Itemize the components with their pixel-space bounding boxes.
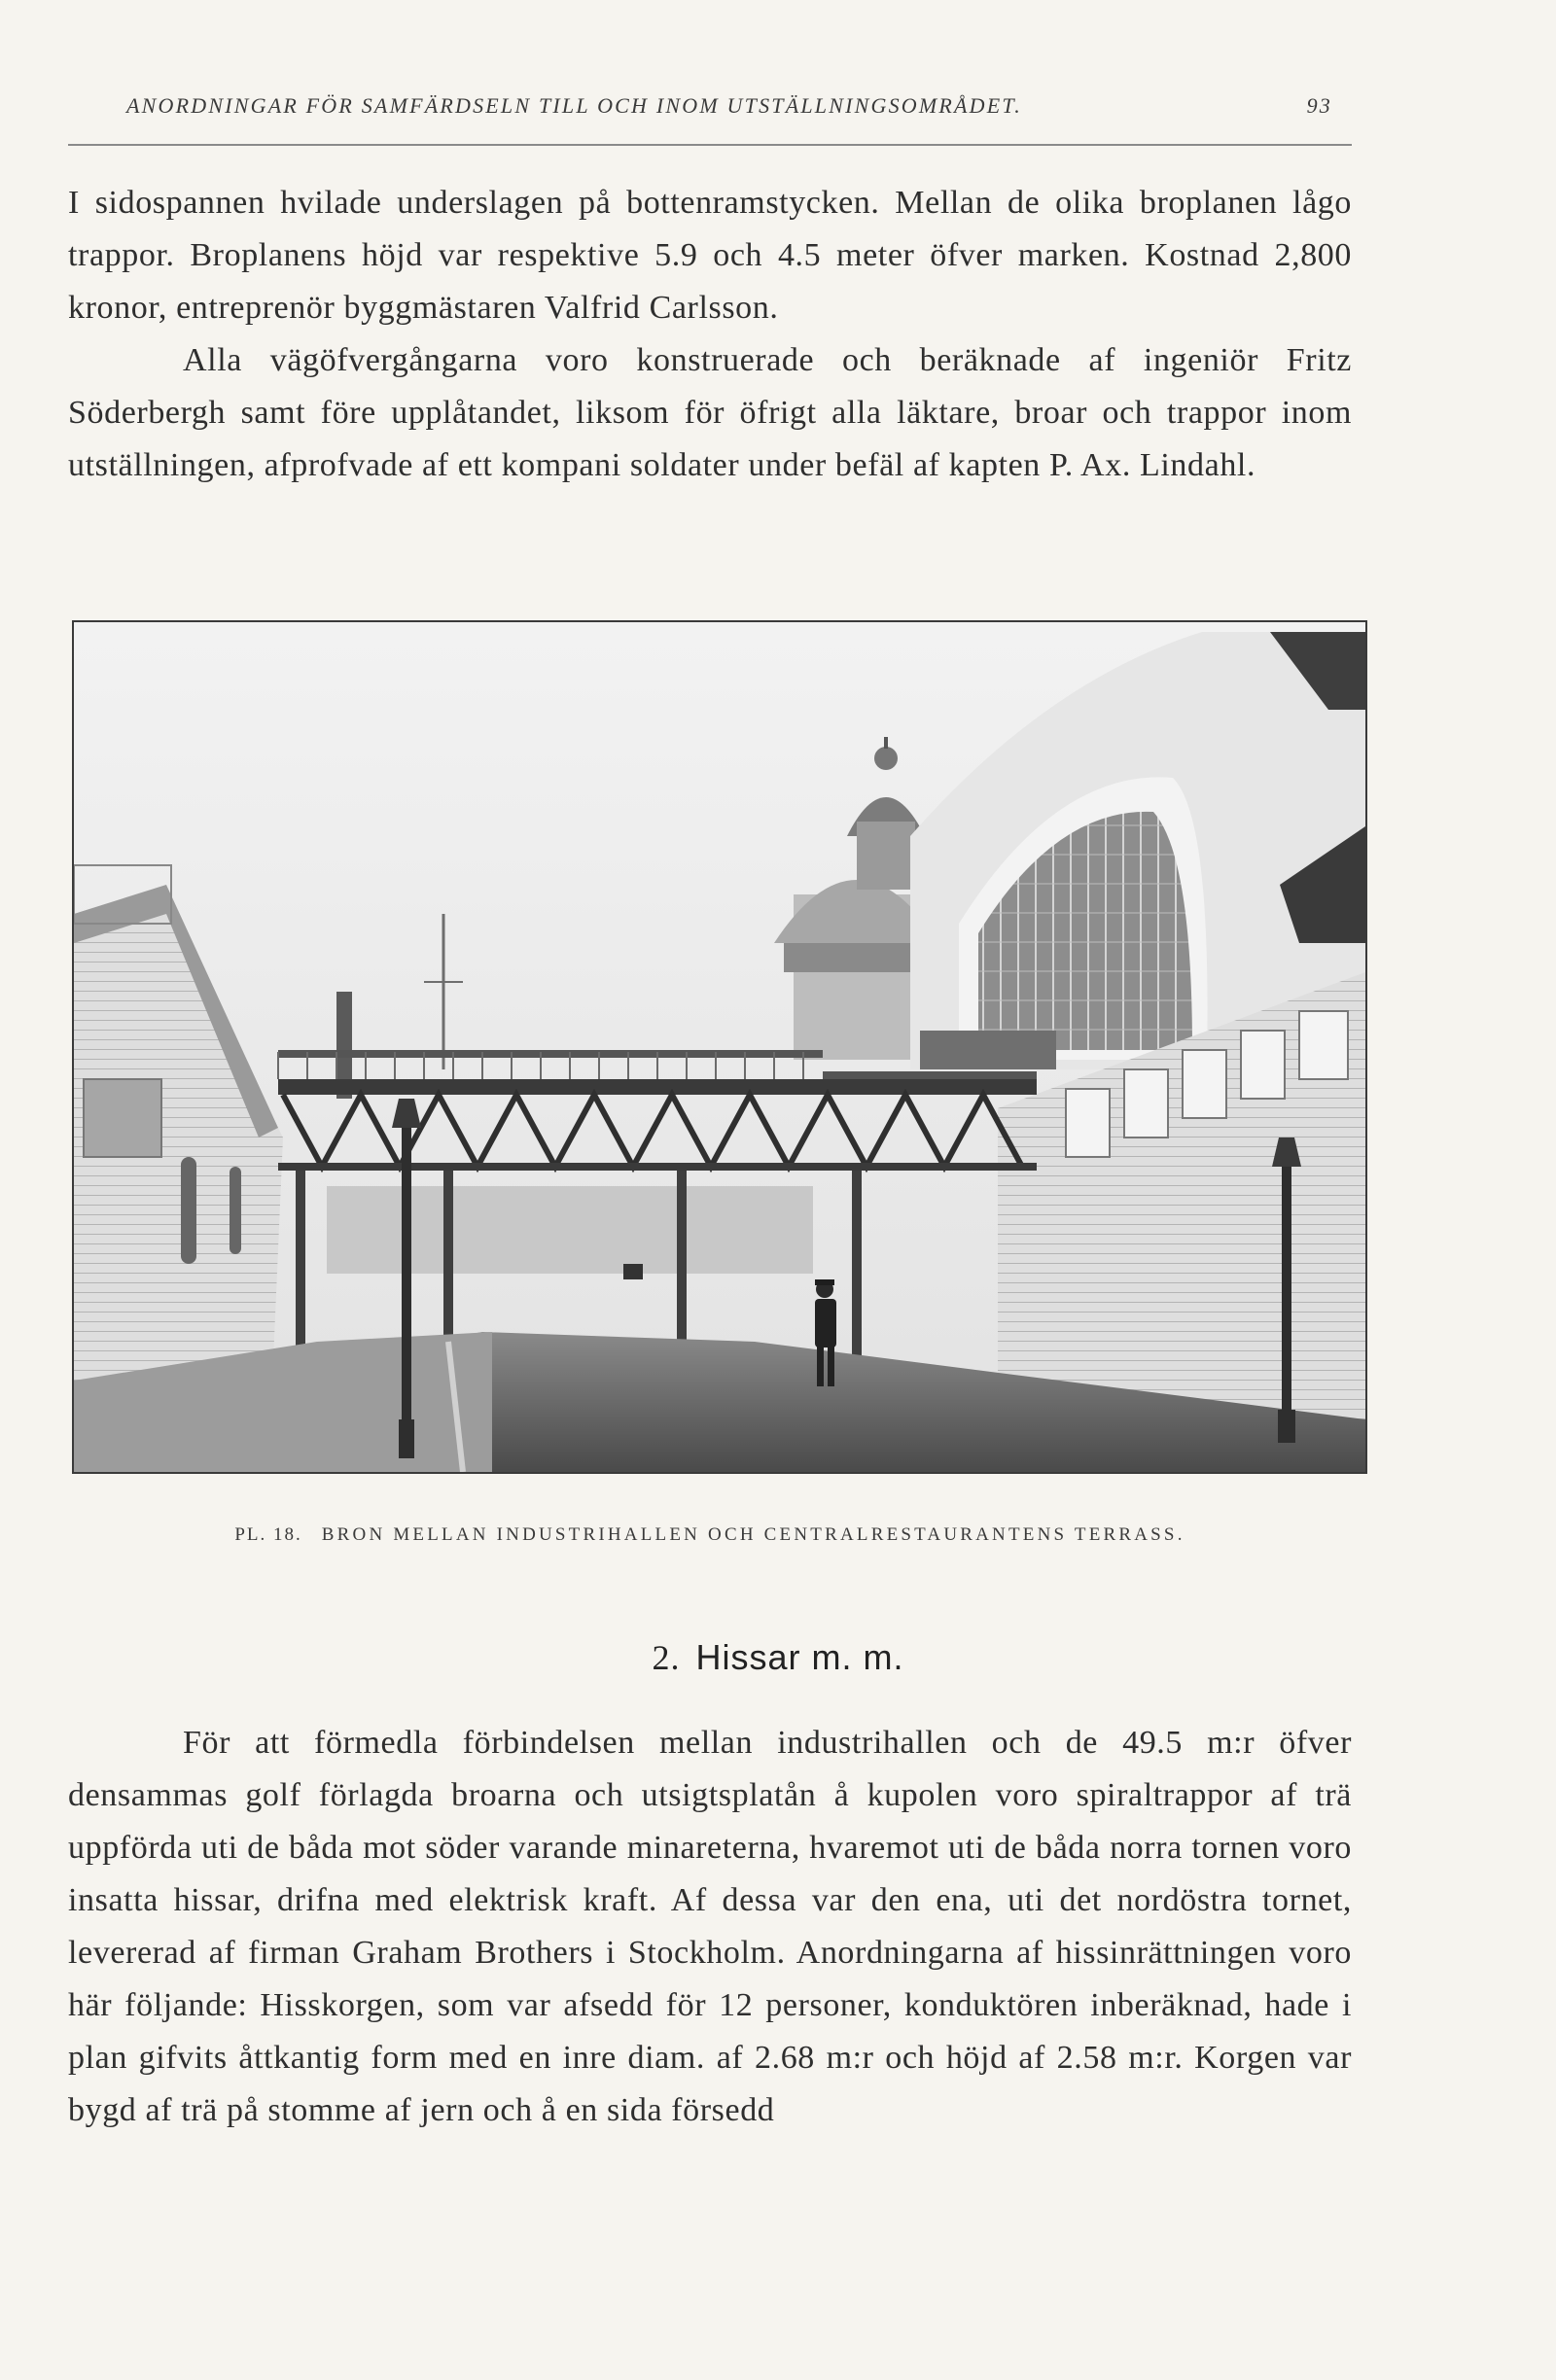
header-rule — [68, 144, 1352, 146]
distant-buildings — [327, 1186, 813, 1274]
plate-caption-text: BRON MELLAN INDUSTRIHALLEN OCH CENTRALRESTAURANTENS TERRASS. — [321, 1524, 1185, 1545]
paragraph-3: För att förmedla förbindelsen mellan industrihallen och de 49.5 m:r öfver densammas golf förlagda broarna och utsigtsplatån å kupolen voro spiraltrappor af trä uppförda uti de båda mot söder varande minareterna, hvaremot uti de båda norra tornen voro insatta hissar, drifna med elektrisk kraft. Af dessa var den ena, uti det nordöstra tornet, levererad af firman Graham Brothers i Stockholm. Anordningarna af hissinrättningen voro här följande: Hisskorgen, som var afsedd för 12 personer, konduktören inberäknad, hade i plan gifvits åttkantig form med en inre diam. af 2.68 m:r och höjd af 2.58 m:r. Korgen var bygd af trä på stomme af jern och å en sida försedd — [68, 1725, 1352, 2128]
page-number: 93 — [1306, 93, 1332, 118]
section-number: 2. — [652, 1638, 681, 1677]
section-title: Hissar m. m. — [695, 1637, 904, 1677]
section-heading — [0, 1637, 1556, 1678]
running-title: ANORDNINGAR FÖR SAMFÄRDSELN TILL OCH INOM UTSTÄLLNINGSOMRÅDET. — [126, 93, 1022, 118]
distant-carriage — [623, 1264, 643, 1279]
plate-number: PL. 18. — [234, 1524, 302, 1545]
plate-photograph — [72, 620, 1367, 1474]
paragraph-2: Alla vägöfvergångarna voro konstruerade och beräknade af ingeniör Fritz Söderbergh samt före upplåtandet, liksom för öfrigt alla läktare, broar och trappor inom utställningen, afprofvade af ett kompani soldater under befäl af kapten P. Ax. Lindahl. — [68, 342, 1352, 483]
plate-caption — [68, 1524, 1352, 1546]
paragraph-1: I sidospannen hvilade underslagen på bottenramstycken. Mellan de olika broplanen lågo trappor. Broplanens höjd var respektive 5.9 och 4.5 meter öfver marken. Kostnad 2,800 kronor, entreprenör byggmästaren Valfrid Carlsson. — [68, 185, 1352, 326]
running-head — [126, 93, 1332, 119]
